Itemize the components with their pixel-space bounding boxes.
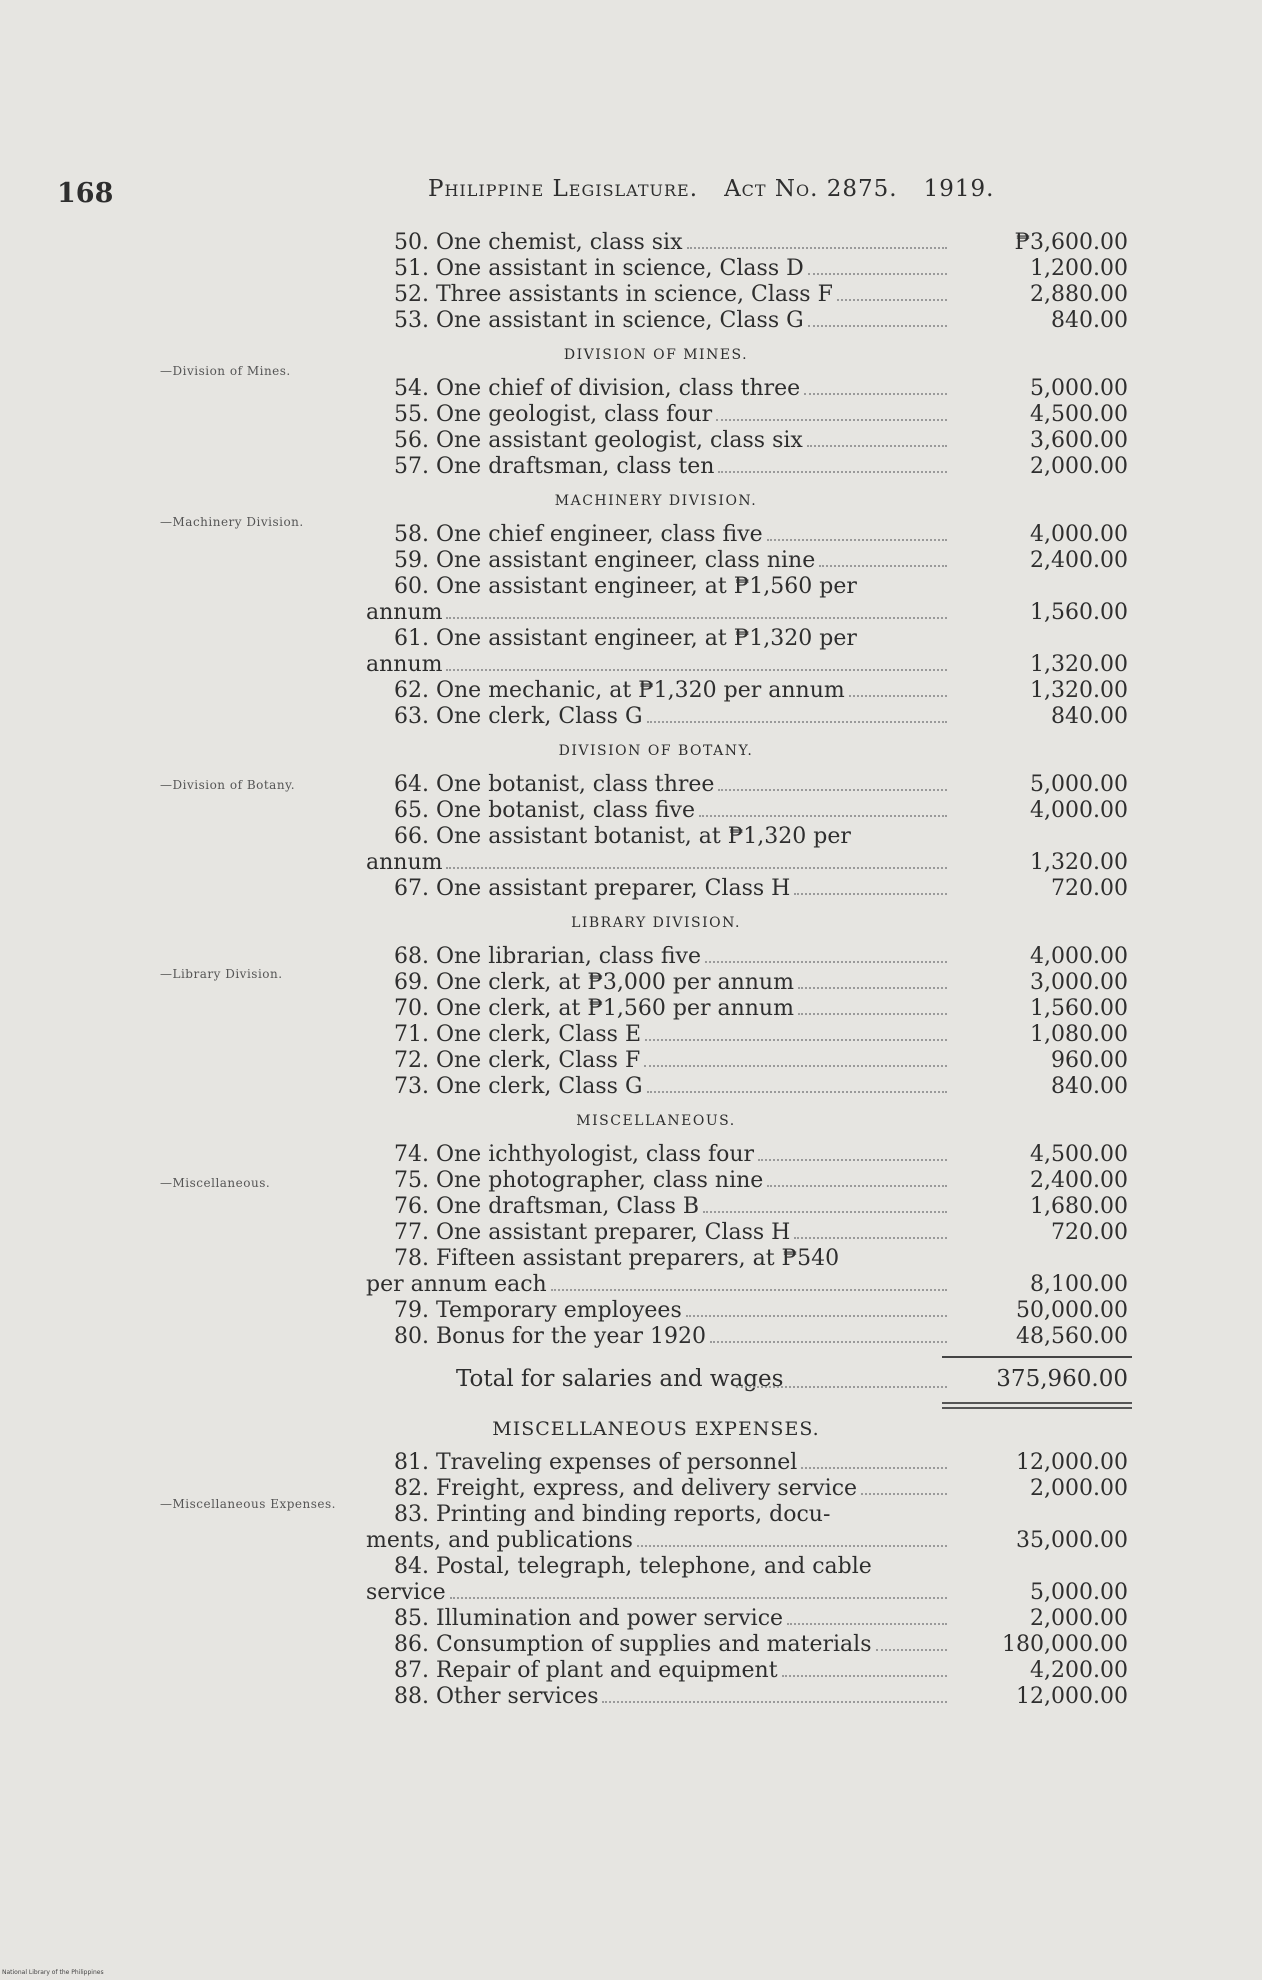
dot-leader xyxy=(861,1493,947,1495)
total-row xyxy=(364,1356,1132,1402)
item-text: 82. Freight, express, and delivery service xyxy=(394,1476,858,1501)
item-text: 76. One draftsman, Class B xyxy=(394,1194,700,1219)
item-text: 54. One chief of division, class three xyxy=(394,376,801,401)
item-amount: 12,000.00 xyxy=(1016,1450,1128,1475)
item-text: 64. One botanist, class three xyxy=(394,772,715,797)
item-row-continued xyxy=(364,1528,1132,1554)
item-amount: 5,000.00 xyxy=(1030,376,1128,401)
dot-leader xyxy=(446,669,947,671)
item-row xyxy=(364,230,1132,256)
item-row xyxy=(364,376,1132,402)
item-text: 72. One clerk, Class F xyxy=(394,1048,641,1073)
item-text: 60. One assistant engineer, at ₱1,560 per xyxy=(394,574,857,599)
total-label: Total for salaries and wages xyxy=(456,1366,784,1392)
item-text: 88. Other services xyxy=(394,1684,599,1709)
dot-leader xyxy=(446,867,947,869)
side-note-library: —Library Division. xyxy=(160,967,283,981)
total-leader xyxy=(736,1386,947,1388)
item-row xyxy=(364,1632,1132,1658)
item-text: 83. Printing and binding reports, docu- xyxy=(394,1502,831,1527)
item-text: 87. Repair of plant and equipment xyxy=(394,1658,778,1683)
item-amount: 8,100.00 xyxy=(1030,1272,1128,1297)
item-row xyxy=(364,678,1132,704)
item-row xyxy=(364,772,1132,798)
dot-leader xyxy=(794,1237,947,1239)
footer-note: National Library of the Philippines xyxy=(2,1969,104,1976)
item-amount: 5,000.00 xyxy=(1030,772,1128,797)
item-amount: 1,320.00 xyxy=(1030,652,1128,677)
item-amount: 4,200.00 xyxy=(1030,1658,1128,1683)
item-row xyxy=(364,428,1132,454)
dot-leader xyxy=(647,721,947,723)
item-text-continued: annum xyxy=(366,652,443,677)
item-amount: 960.00 xyxy=(1051,1048,1128,1073)
section-heading-library: LIBRARY DIVISION. xyxy=(571,915,741,931)
item-amount: 1,560.00 xyxy=(1030,600,1128,625)
total-double-rule xyxy=(942,1402,1132,1409)
item-row xyxy=(364,454,1132,480)
dot-leader xyxy=(837,299,947,301)
dot-leader xyxy=(551,1289,947,1291)
item-amount: 3,600.00 xyxy=(1030,428,1128,453)
item-amount: 840.00 xyxy=(1051,704,1128,729)
item-amount: 48,560.00 xyxy=(1016,1324,1128,1349)
dot-leader xyxy=(644,1065,947,1067)
dot-leader xyxy=(446,617,947,619)
side-note-botany: —Division of Botany. xyxy=(160,778,296,792)
item-amount: 2,000.00 xyxy=(1030,454,1128,479)
item-text: 69. One clerk, at ₱3,000 per annum xyxy=(394,970,794,995)
item-row xyxy=(364,1298,1132,1324)
item-text-continued: per annum each xyxy=(366,1272,547,1297)
item-row xyxy=(364,1022,1132,1048)
dot-leader xyxy=(787,1623,947,1625)
item-row xyxy=(364,1220,1132,1246)
item-amount: 12,000.00 xyxy=(1016,1684,1128,1709)
item-row-continued xyxy=(364,850,1132,876)
item-row xyxy=(364,1684,1132,1710)
item-text: 81. Traveling expenses of personnel xyxy=(394,1450,798,1475)
item-row xyxy=(364,574,1132,600)
section-heading-botany: DIVISION OF BOTANY. xyxy=(558,743,754,759)
item-amount: 2,400.00 xyxy=(1030,1168,1128,1193)
dot-leader xyxy=(699,815,947,817)
item-text: 70. One clerk, at ₱1,560 per annum xyxy=(394,996,794,1021)
dot-leader xyxy=(798,987,947,989)
running-head-title: Philippine Legislature. xyxy=(428,176,699,202)
dot-leader xyxy=(687,247,947,249)
item-text: 62. One mechanic, at ₱1,320 per annum xyxy=(394,678,845,703)
dot-leader xyxy=(782,1675,947,1677)
dot-leader xyxy=(710,1341,947,1343)
item-row xyxy=(364,1194,1132,1220)
item-amount: 3,000.00 xyxy=(1030,970,1128,995)
appropriation-list xyxy=(364,230,1132,1710)
item-amount: 840.00 xyxy=(1051,308,1128,333)
item-row xyxy=(364,522,1132,548)
total-amount: 375,960.00 xyxy=(996,1366,1128,1392)
dot-leader xyxy=(450,1597,947,1599)
item-row xyxy=(364,626,1132,652)
item-amount: 1,080.00 xyxy=(1030,1022,1128,1047)
item-amount: 50,000.00 xyxy=(1016,1298,1128,1323)
dot-leader xyxy=(637,1545,947,1547)
item-amount: 840.00 xyxy=(1051,1074,1128,1099)
item-text: 79. Temporary employees xyxy=(394,1298,682,1323)
side-note-machinery: —Machinery Division. xyxy=(160,515,304,529)
section-heading-machinery: MACHINERY DIVISION. xyxy=(554,493,758,509)
item-row xyxy=(364,1658,1132,1684)
dot-leader xyxy=(686,1315,947,1317)
dot-leader xyxy=(645,1039,947,1041)
item-amount: 2,000.00 xyxy=(1030,1606,1128,1631)
section-heading-mines: DIVISION OF MINES. xyxy=(563,347,749,363)
item-row xyxy=(364,308,1132,334)
dot-leader xyxy=(705,961,947,963)
item-row xyxy=(364,1048,1132,1074)
item-amount: 2,880.00 xyxy=(1030,282,1128,307)
dot-leader xyxy=(602,1701,947,1703)
item-row xyxy=(364,1476,1132,1502)
item-row xyxy=(364,824,1132,850)
dot-leader xyxy=(808,325,947,327)
item-row xyxy=(364,1606,1132,1632)
dot-leader xyxy=(703,1211,947,1213)
dot-leader xyxy=(849,695,947,697)
item-text: 67. One assistant preparer, Class H xyxy=(394,876,791,901)
item-amount: 4,000.00 xyxy=(1030,798,1128,823)
item-row xyxy=(364,1142,1132,1168)
item-text-continued: annum xyxy=(366,600,443,625)
item-row-continued xyxy=(364,1580,1132,1606)
item-amount: 4,500.00 xyxy=(1030,1142,1128,1167)
item-row-continued xyxy=(364,1272,1132,1298)
item-amount: 1,200.00 xyxy=(1030,256,1128,281)
item-row xyxy=(364,876,1132,902)
item-text: 85. Illumination and power service xyxy=(394,1606,784,1631)
item-amount: 4,500.00 xyxy=(1030,402,1128,427)
dot-leader xyxy=(819,565,947,567)
item-amount: 2,400.00 xyxy=(1030,548,1128,573)
item-row xyxy=(364,402,1132,428)
item-text: 59. One assistant engineer, class nine xyxy=(394,548,816,573)
item-row xyxy=(364,1324,1132,1350)
side-note-misc: —Miscellaneous. xyxy=(160,1176,271,1190)
item-amount: 720.00 xyxy=(1051,876,1128,901)
item-row xyxy=(364,798,1132,824)
item-text: 50. One chemist, class six xyxy=(394,230,683,255)
item-amount: 1,560.00 xyxy=(1030,996,1128,1021)
item-amount: 1,680.00 xyxy=(1030,1194,1128,1219)
dot-leader xyxy=(876,1649,947,1651)
item-text: 80. Bonus for the year 1920 xyxy=(394,1324,706,1349)
item-amount: ₱3,600.00 xyxy=(1014,230,1128,255)
running-head-year: 1919. xyxy=(923,176,995,202)
section-heading-misc-expenses: MISCELLANEOUS EXPENSES. xyxy=(492,1418,820,1440)
dot-leader xyxy=(798,1013,947,1015)
item-amount: 180,000.00 xyxy=(1002,1632,1128,1657)
item-text: 58. One chief engineer, class five xyxy=(394,522,763,547)
item-text: 71. One clerk, Class E xyxy=(394,1022,642,1047)
item-amount: 1,320.00 xyxy=(1030,850,1128,875)
item-text: 73. One clerk, Class G xyxy=(394,1074,643,1099)
item-amount: 4,000.00 xyxy=(1030,522,1128,547)
item-amount: 2,000.00 xyxy=(1030,1476,1128,1501)
item-amount: 1,320.00 xyxy=(1030,678,1128,703)
item-row xyxy=(364,282,1132,308)
item-text: 53. One assistant in science, Class G xyxy=(394,308,804,333)
dot-leader xyxy=(808,273,947,275)
item-text: 77. One assistant preparer, Class H xyxy=(394,1220,791,1245)
item-text: 63. One clerk, Class G xyxy=(394,704,643,729)
item-text: 52. Three assistants in science, Class F xyxy=(394,282,833,307)
dot-leader xyxy=(804,393,947,395)
item-row xyxy=(364,1246,1132,1272)
item-row xyxy=(364,704,1132,730)
running-head xyxy=(428,176,1020,202)
dot-leader xyxy=(767,539,947,541)
running-head-act: Act No. 2875. xyxy=(724,176,898,202)
item-amount: 720.00 xyxy=(1051,1220,1128,1245)
item-text: 86. Consumption of supplies and materials xyxy=(394,1632,872,1657)
item-text-continued: annum xyxy=(366,850,443,875)
dot-leader xyxy=(794,893,947,895)
side-note-mines: —Division of Mines. xyxy=(160,364,291,378)
item-text: 74. One ichthyologist, class four xyxy=(394,1142,755,1167)
side-note-misc-expenses: —Miscellaneous Expenses. xyxy=(160,1497,336,1511)
item-row xyxy=(364,970,1132,996)
item-text: 84. Postal, telegraph, telephone, and cable xyxy=(394,1554,872,1579)
item-amount: 35,000.00 xyxy=(1016,1528,1128,1553)
dot-leader xyxy=(718,789,947,791)
item-text: 68. One librarian, class five xyxy=(394,944,701,969)
item-text: 75. One photographer, class nine xyxy=(394,1168,764,1193)
dot-leader xyxy=(718,471,947,473)
item-text: 66. One assistant botanist, at ₱1,320 per xyxy=(394,824,851,849)
dot-leader xyxy=(647,1091,947,1093)
dot-leader xyxy=(716,419,947,421)
item-row xyxy=(364,1074,1132,1100)
item-text: 61. One assistant engineer, at ₱1,320 per xyxy=(394,626,857,651)
item-text: 78. Fifteen assistant preparers, at ₱540 xyxy=(394,1246,840,1271)
item-row xyxy=(364,1554,1132,1580)
item-text: 57. One draftsman, class ten xyxy=(394,454,715,479)
item-text: 65. One botanist, class five xyxy=(394,798,695,823)
dot-leader xyxy=(807,445,947,447)
item-row xyxy=(364,548,1132,574)
item-row xyxy=(364,1450,1132,1476)
item-row-continued xyxy=(364,652,1132,678)
section-heading-misc: MISCELLANEOUS. xyxy=(576,1113,736,1129)
page-number: 168 xyxy=(57,178,114,209)
item-row-continued xyxy=(364,600,1132,626)
item-row xyxy=(364,1168,1132,1194)
item-row xyxy=(364,944,1132,970)
dot-leader xyxy=(767,1185,947,1187)
item-text-continued: ments, and publications xyxy=(366,1528,633,1553)
item-text-continued: service xyxy=(366,1580,446,1605)
item-text: 51. One assistant in science, Class D xyxy=(394,256,804,281)
item-text: 56. One assistant geologist, class six xyxy=(394,428,803,453)
item-amount: 4,000.00 xyxy=(1030,944,1128,969)
item-row xyxy=(364,1502,1132,1528)
dot-leader xyxy=(758,1159,947,1161)
item-amount: 5,000.00 xyxy=(1030,1580,1128,1605)
item-row xyxy=(364,256,1132,282)
dot-leader xyxy=(801,1467,947,1469)
item-text: 55. One geologist, class four xyxy=(394,402,713,427)
item-row xyxy=(364,996,1132,1022)
